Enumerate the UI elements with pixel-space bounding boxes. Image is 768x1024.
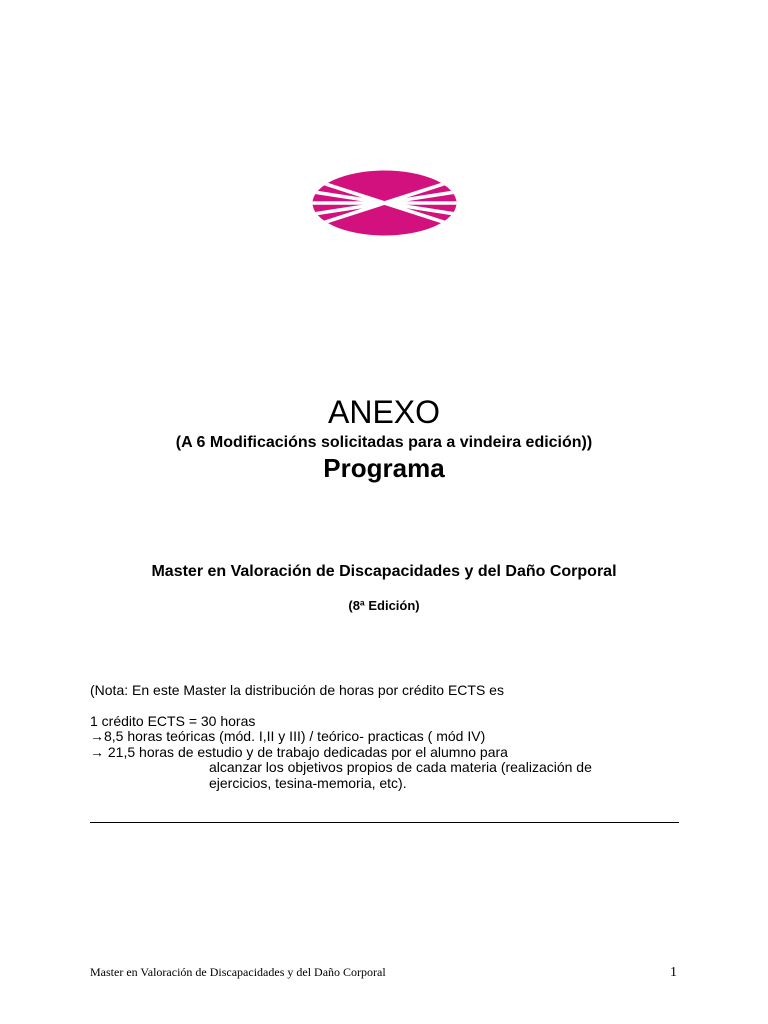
note-intro: (Nota: En este Master la distribución de horas por crédito ECTS es <box>90 682 504 698</box>
note-line-2: → 21,5 horas de estudio y de trabajo dedicadas por el alumno para <box>90 744 508 760</box>
divider <box>90 822 679 823</box>
note-line-1: →8,5 horas teóricas (mód. I,II y III) / teórico- practicas ( mód IV) <box>90 728 486 744</box>
note-line-3: alcanzar los objetivos propios de cada materia (realización de <box>209 759 592 775</box>
course-name: Master en Valoración de Discapacidades y del Daño Corporal <box>151 563 617 580</box>
page-title: ANEXO <box>327 394 441 430</box>
programa-heading: Programa <box>323 453 445 483</box>
course-edition: (8ª Edición) <box>348 598 420 613</box>
page-subtitle: (A 6 Modificacións solicitadas para a vindeira edición)) <box>175 434 593 451</box>
note-line-4: ejercicios, tesina-memoria, etc). <box>209 775 407 791</box>
university-logo-icon <box>312 170 457 236</box>
page-number: 1 <box>670 965 677 980</box>
footer-text: Master en Valoración de Discapacidades y del Daño Corporal <box>90 965 386 979</box>
note-credit: 1 crédito ECTS = 30 horas <box>90 713 256 729</box>
